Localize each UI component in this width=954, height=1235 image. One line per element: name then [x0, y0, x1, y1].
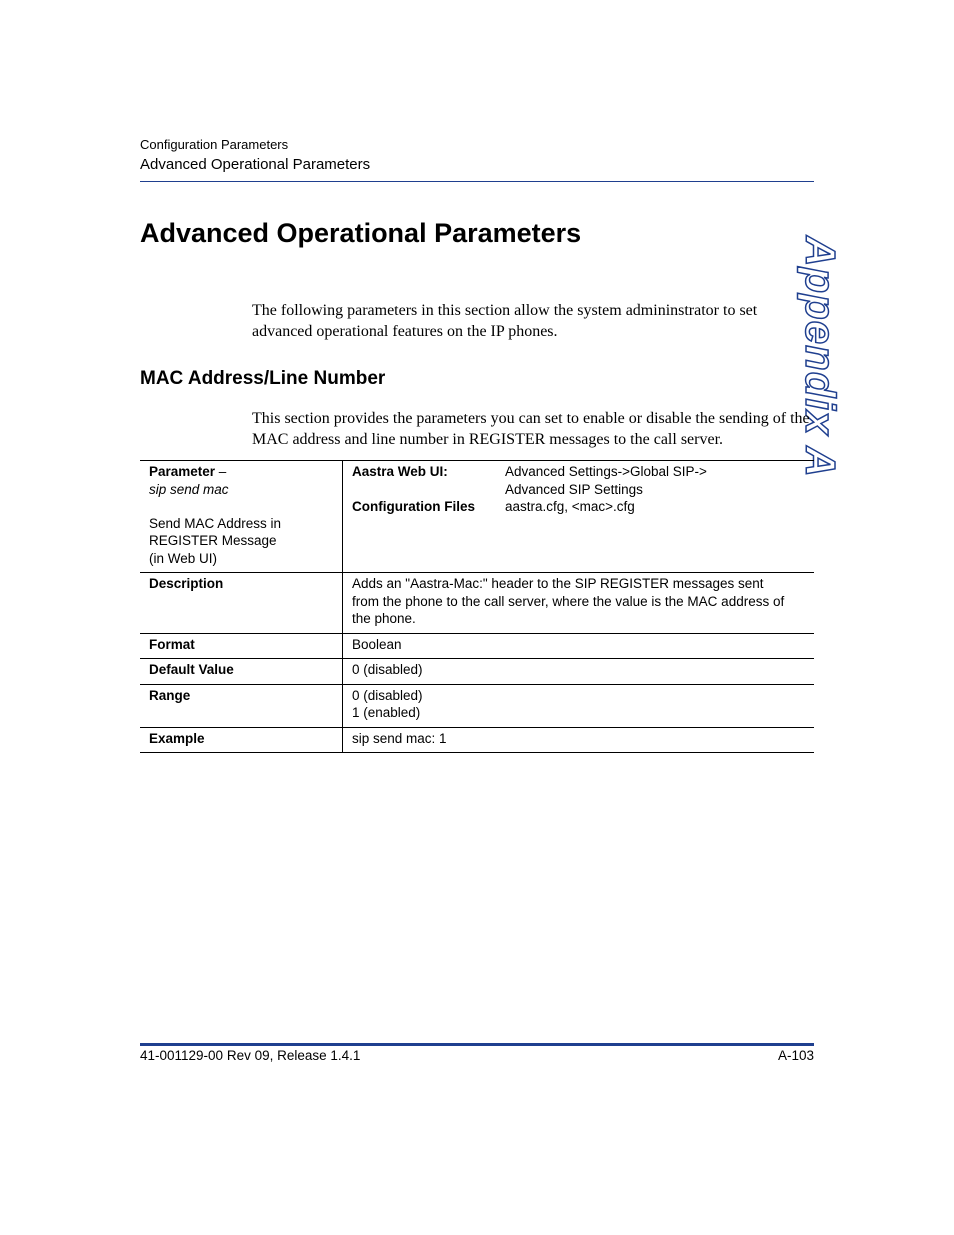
- parameter-cell: [140, 461, 343, 573]
- config-files-value: aastra.cfg, <mac>.cfg: [505, 499, 635, 514]
- web-ui-label: Aastra Web UI:: [352, 464, 448, 479]
- row-label: Format: [149, 636, 195, 652]
- section-title: MAC Address/Line Number: [140, 368, 386, 389]
- location-cell: [343, 461, 815, 573]
- table-row: [140, 659, 814, 685]
- parameter-name: sip send mac: [149, 481, 229, 497]
- web-ui-name-line: (in Web UI): [149, 550, 218, 566]
- running-head: [140, 136, 814, 176]
- page-title: Advanced Operational Parameters: [140, 218, 582, 248]
- row-value-line: Boolean: [352, 636, 402, 652]
- web-ui-name-line: Send MAC Address in: [149, 515, 282, 531]
- footer-page-number: A-103: [777, 1048, 814, 1063]
- config-files-label: Configuration Files: [352, 499, 475, 514]
- row-value-line: 0 (disabled): [352, 662, 423, 677]
- row-value-line: 1 (enabled): [352, 705, 421, 720]
- table-row: [140, 727, 814, 753]
- parameter-dash: –: [215, 464, 227, 479]
- running-head-section: Advanced Operational Parameters: [140, 156, 371, 173]
- row-label: Description: [149, 576, 224, 591]
- running-head-chapter: Configuration Parameters: [140, 137, 289, 152]
- row-value-line: Adds an "Aastra-Mac:" header to the SIP REGISTER messages sent: [352, 576, 764, 591]
- table-row-header: [140, 461, 814, 573]
- parameter-label: Parameter: [149, 464, 216, 479]
- table-row: [140, 573, 814, 634]
- row-value-line: sip send mac: 1: [352, 730, 447, 746]
- row-value-line: 0 (disabled): [352, 687, 423, 703]
- web-ui-path-line: Advanced SIP Settings: [505, 481, 643, 497]
- header-rule: [140, 181, 814, 182]
- appendix-side-tab-label: Appendix A: [797, 236, 844, 478]
- intro-paragraph: The following parameters in this section allow the system admininstrator to set advanced operational features on the IP phones.: [252, 302, 758, 340]
- footer-doc-id: 41-001129-00 Rev 09, Release 1.4.1: [140, 1048, 361, 1063]
- web-ui-name-line: REGISTER Message: [149, 533, 277, 548]
- row-label: Range: [149, 687, 191, 703]
- parameter-table: [140, 460, 814, 753]
- footer-rule: [140, 1043, 814, 1046]
- row-label: Default Value: [149, 662, 234, 677]
- table-row: [140, 684, 814, 727]
- table-row: [140, 633, 814, 659]
- web-ui-path-line: Advanced Settings->Global SIP->: [505, 464, 707, 479]
- row-label: Example: [149, 730, 205, 746]
- section-paragraph: This section provides the parameters you can set to enable or disable the sending of the MAC address and line number in REGISTER messages to the call server.: [252, 410, 810, 448]
- row-value-line: from the phone to the call server, where the value is the MAC address of: [352, 593, 785, 609]
- row-value-line: the phone.: [352, 611, 416, 626]
